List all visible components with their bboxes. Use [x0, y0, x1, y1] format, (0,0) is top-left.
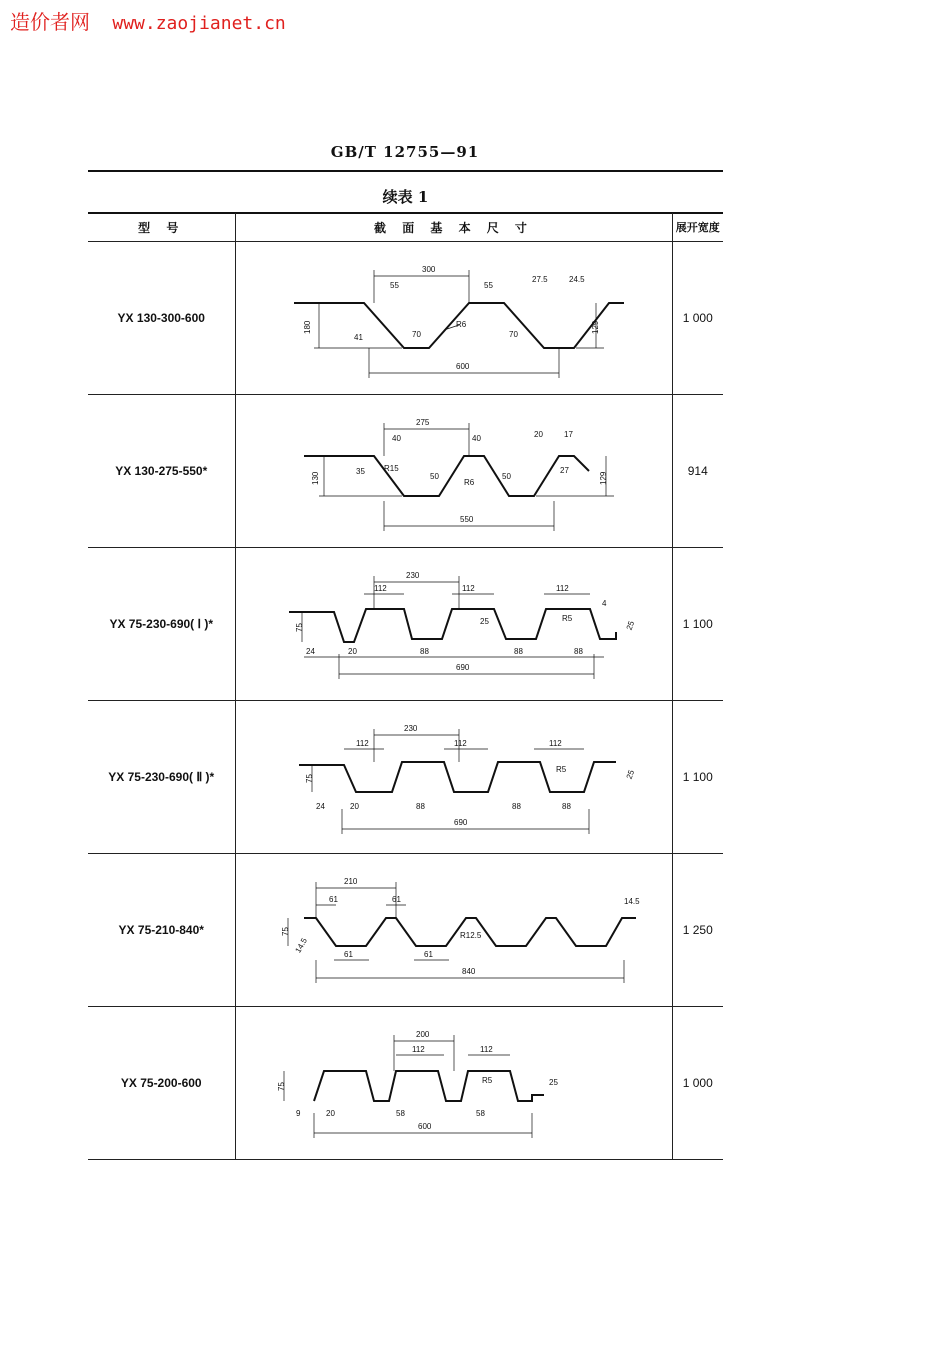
dim-radius: R5 [561, 614, 572, 623]
dim-cover: 550 [459, 515, 473, 524]
width-cell: 1 000 [672, 1007, 723, 1160]
profile-line [299, 762, 616, 792]
dim-l20: 20 [347, 647, 357, 656]
dim-r15: R15 [383, 464, 399, 473]
dim-cover: 690 [453, 818, 467, 827]
dim-edge: 25 [624, 768, 636, 781]
profile-drawing [244, 248, 664, 388]
dim-b1: 58 [395, 1109, 405, 1118]
header-rule [88, 170, 723, 172]
dim-h2: 129 [590, 320, 600, 334]
dim-bottom: 50 [429, 472, 439, 481]
dim-top3: 112 [548, 739, 562, 748]
section-figure-cell [235, 1007, 672, 1160]
dim-angle: 41 [353, 333, 363, 342]
dim-b3: 88 [573, 647, 583, 656]
dim-edge: 25 [624, 619, 636, 632]
dim-top2: 112 [453, 739, 467, 748]
table-title: 续表 1 [382, 188, 429, 206]
dim-top: 112 [355, 739, 369, 748]
model-cell: YX 75-230-690( Ⅱ )* [88, 701, 235, 854]
dim-top3: 112 [555, 584, 569, 593]
dim-height: 180 [302, 320, 312, 334]
profile-drawing [244, 1013, 664, 1153]
table-row [88, 854, 723, 1007]
dim-pitch: 300 [421, 265, 435, 274]
watermark [10, 6, 286, 35]
dim-radius: R12.5 [459, 931, 481, 940]
dim-top2: 112 [479, 1045, 493, 1054]
dim-l24: 24 [315, 802, 325, 811]
profile-line [304, 456, 589, 496]
dim-height: 75 [304, 774, 314, 783]
table-row [88, 1007, 723, 1160]
dim-cover: 690 [455, 663, 469, 672]
dim-a: 20 [533, 430, 543, 439]
profile-table [88, 213, 723, 1160]
dim-b3: 88 [561, 802, 571, 811]
profile-drawing [244, 860, 664, 1000]
width-cell: 1 100 [672, 548, 723, 701]
dim-angle: 35 [355, 467, 365, 476]
section-figure-cell [235, 242, 672, 395]
dim-b: 17 [563, 430, 573, 439]
dim-b2: 88 [511, 802, 521, 811]
dim-b2: 61 [423, 950, 433, 959]
dim-cover: 600 [417, 1122, 431, 1131]
dim-b1: 61 [343, 950, 353, 959]
watermark-url: www.zaojianet.cn [112, 13, 286, 34]
dim-lip: 14.5 [292, 936, 309, 955]
dim-top2: 61 [391, 895, 401, 904]
dim-rib: 25 [479, 617, 489, 626]
dim-height: 75 [280, 927, 290, 936]
dim-height: 130 [310, 471, 320, 485]
model-cell: YX 75-230-690( Ⅰ )* [88, 548, 235, 701]
profile-line [314, 1071, 544, 1101]
dim-pitch: 200 [415, 1030, 429, 1039]
document-code: GB/T 12755—91 [330, 143, 480, 161]
dim-top2: 112 [461, 584, 475, 593]
dim-height: 75 [276, 1082, 286, 1091]
table-row [88, 701, 723, 854]
section-figure-cell [235, 548, 672, 701]
dim-b2: 58 [475, 1109, 485, 1118]
dim-b1: 88 [419, 647, 429, 656]
model-cell: YX 75-200-600 [88, 1007, 235, 1160]
table-header-row [88, 213, 723, 242]
dim-b2: 88 [513, 647, 523, 656]
model-cell: YX 130-275-550* [88, 395, 235, 548]
dim-top: 112 [411, 1045, 425, 1054]
width-cell: 1 100 [672, 701, 723, 854]
dim-top: 61 [328, 895, 338, 904]
dim-b: 24.5 [568, 275, 585, 284]
dim-cover: 840 [461, 967, 475, 976]
dim-bottom2: 50 [501, 472, 511, 481]
dim-radius: R6 [463, 478, 474, 487]
profile-drawing [244, 401, 664, 541]
section-figure-cell [235, 854, 672, 1007]
width-cell: 1 250 [672, 854, 723, 1007]
table-row [88, 242, 723, 395]
dim-height: 75 [294, 623, 304, 632]
dim-b1: 88 [415, 802, 425, 811]
dim-bottom2: 70 [508, 330, 518, 339]
dim-radius: R6 [455, 320, 466, 329]
table-row [88, 395, 723, 548]
profile-drawing [244, 554, 664, 694]
dim-h2: 129 [598, 471, 608, 485]
model-cell: YX 75-210-840* [88, 854, 235, 1007]
dim-top: 55 [389, 281, 399, 290]
dim-top: 40 [391, 434, 401, 443]
dim-pitch: 210 [343, 877, 357, 886]
header-width: 展开宽度 [672, 213, 723, 242]
section-figure-cell [235, 395, 672, 548]
dim-bottom: 70 [411, 330, 421, 339]
dim-top2: 55 [483, 281, 493, 290]
dim-a: 27.5 [531, 275, 548, 284]
dim-top: 112 [373, 584, 387, 593]
dim-l9: 9 [295, 1109, 300, 1118]
dim-lip: 4 [601, 599, 606, 608]
width-cell: 1 000 [672, 242, 723, 395]
dim-l20: 20 [325, 1109, 335, 1118]
dim-l20: 20 [349, 802, 359, 811]
watermark-site-name: 造价者网 [10, 10, 90, 34]
model-cell: YX 130-300-600 [88, 242, 235, 395]
dim-cover: 600 [455, 362, 469, 371]
header-model: 型 号 [88, 213, 235, 242]
dim-pitch: 230 [403, 724, 417, 733]
dim-top2: 40 [471, 434, 481, 443]
width-cell: 914 [672, 395, 723, 548]
dim-pitch: 275 [415, 418, 429, 427]
dim-l24: 24 [305, 647, 315, 656]
dim-pitch: 230 [405, 571, 419, 580]
dim-edge: 25 [548, 1078, 558, 1087]
section-figure-cell [235, 701, 672, 854]
dim-lip2: 14.5 [623, 897, 640, 906]
dim-radius: R5 [481, 1076, 492, 1085]
dim-radius: R5 [555, 765, 566, 774]
table-row [88, 548, 723, 701]
profile-drawing [244, 707, 664, 847]
header-section: 截 面 基 本 尺 寸 [235, 213, 672, 242]
dim-c: 27 [559, 466, 569, 475]
